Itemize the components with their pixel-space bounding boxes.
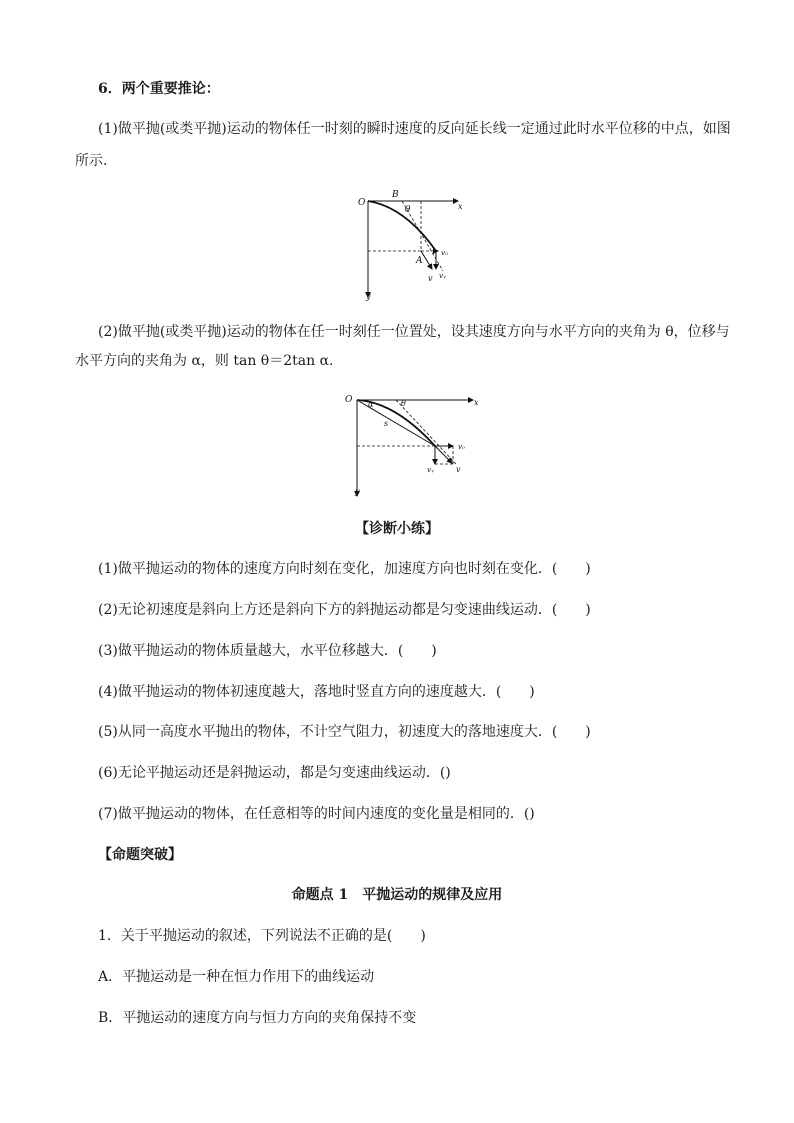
label-y: y <box>366 292 371 301</box>
conclusion-2-line-2: 水平方向的夹角为 α，则 tan θ＝2tan α. <box>75 353 334 369</box>
label-b: B <box>392 190 399 200</box>
label-v: v <box>428 274 433 283</box>
label-vy: vᵧ <box>439 272 446 280</box>
diagnosis-item-5: (5)从同一高度水平抛出的物体，不计空气阻力，初速度大的落地速度大．( ) <box>98 724 591 740</box>
conclusion-2-line-1: (2)做平抛(或类平抛)运动的物体在任一时刻任一位置处，设其速度方向与水平方向的夹角为 θ，位移与 <box>98 324 730 340</box>
label-x: x <box>474 398 479 407</box>
diagnosis-item-2: (2)无论初速度是斜向上方还是斜向下方的斜抛运动都是匀变速曲线运动．( ) <box>98 602 591 618</box>
diagnosis-item-6: (6)无论平抛运动还是斜抛运动，都是匀变速曲线运动．() <box>98 765 451 781</box>
question-1-option-a: A．平抛运动是一种在恒力作用下的曲线运动 <box>98 969 375 985</box>
label-v0: v₀ <box>458 443 465 451</box>
conclusion-1-line-2: 所示． <box>75 153 117 169</box>
section-title: 6．两个重要推论： <box>98 81 220 97</box>
label-s: s <box>384 419 389 428</box>
v-arrow <box>435 446 452 463</box>
label-x: x <box>458 202 463 211</box>
conclusion-1-line-1: (1)做平抛(或类平抛)运动的物体任一时刻的瞬时速度的反向延长线一定通过此时水平位移的中点，如图 <box>98 121 731 137</box>
label-theta: θ <box>401 399 406 408</box>
label-vy: vᵧ <box>427 466 434 474</box>
label-alpha: α <box>368 400 374 409</box>
diagnosis-title: 【诊断小练】 <box>355 521 439 537</box>
figure-2-diagram <box>335 388 485 503</box>
breakthrough-title: 【命题突破】 <box>98 847 182 863</box>
breakthrough-subtitle: 命题点 1 平抛运动的规律及应用 <box>291 887 503 903</box>
label-a: A <box>416 256 423 266</box>
label-theta: θ <box>405 205 411 215</box>
label-v: v <box>456 465 461 474</box>
diagnosis-item-3: (3)做平抛运动的物体质量越大，水平位移越大．( ) <box>98 643 437 659</box>
diagnosis-item-1: (1)做平抛运动的物体的速度方向时刻在变化，加速度方向也时刻在变化．( ) <box>98 561 591 577</box>
question-1-stem: 1．关于平抛运动的叙述，下列说法不正确的是( ) <box>98 928 426 944</box>
label-origin: O <box>345 395 353 405</box>
label-v0: v₀ <box>441 249 448 257</box>
v-arrow <box>421 251 432 269</box>
trajectory-curve <box>368 201 436 251</box>
question-1-option-b: B．平抛运动的速度方向与恒力方向的夹角保持不变 <box>98 1010 417 1026</box>
figure-1-diagram <box>340 185 480 305</box>
label-origin: O <box>358 198 366 208</box>
tangent-line <box>396 400 456 464</box>
diagnosis-item-7: (7)做平抛运动的物体，在任意相等的时间内速度的变化量是相同的．() <box>98 806 535 822</box>
diagnosis-item-4: (4)做平抛运动的物体初速度越大，落地时竖直方向的速度越大．( ) <box>98 684 535 700</box>
label-y: y <box>355 487 360 496</box>
